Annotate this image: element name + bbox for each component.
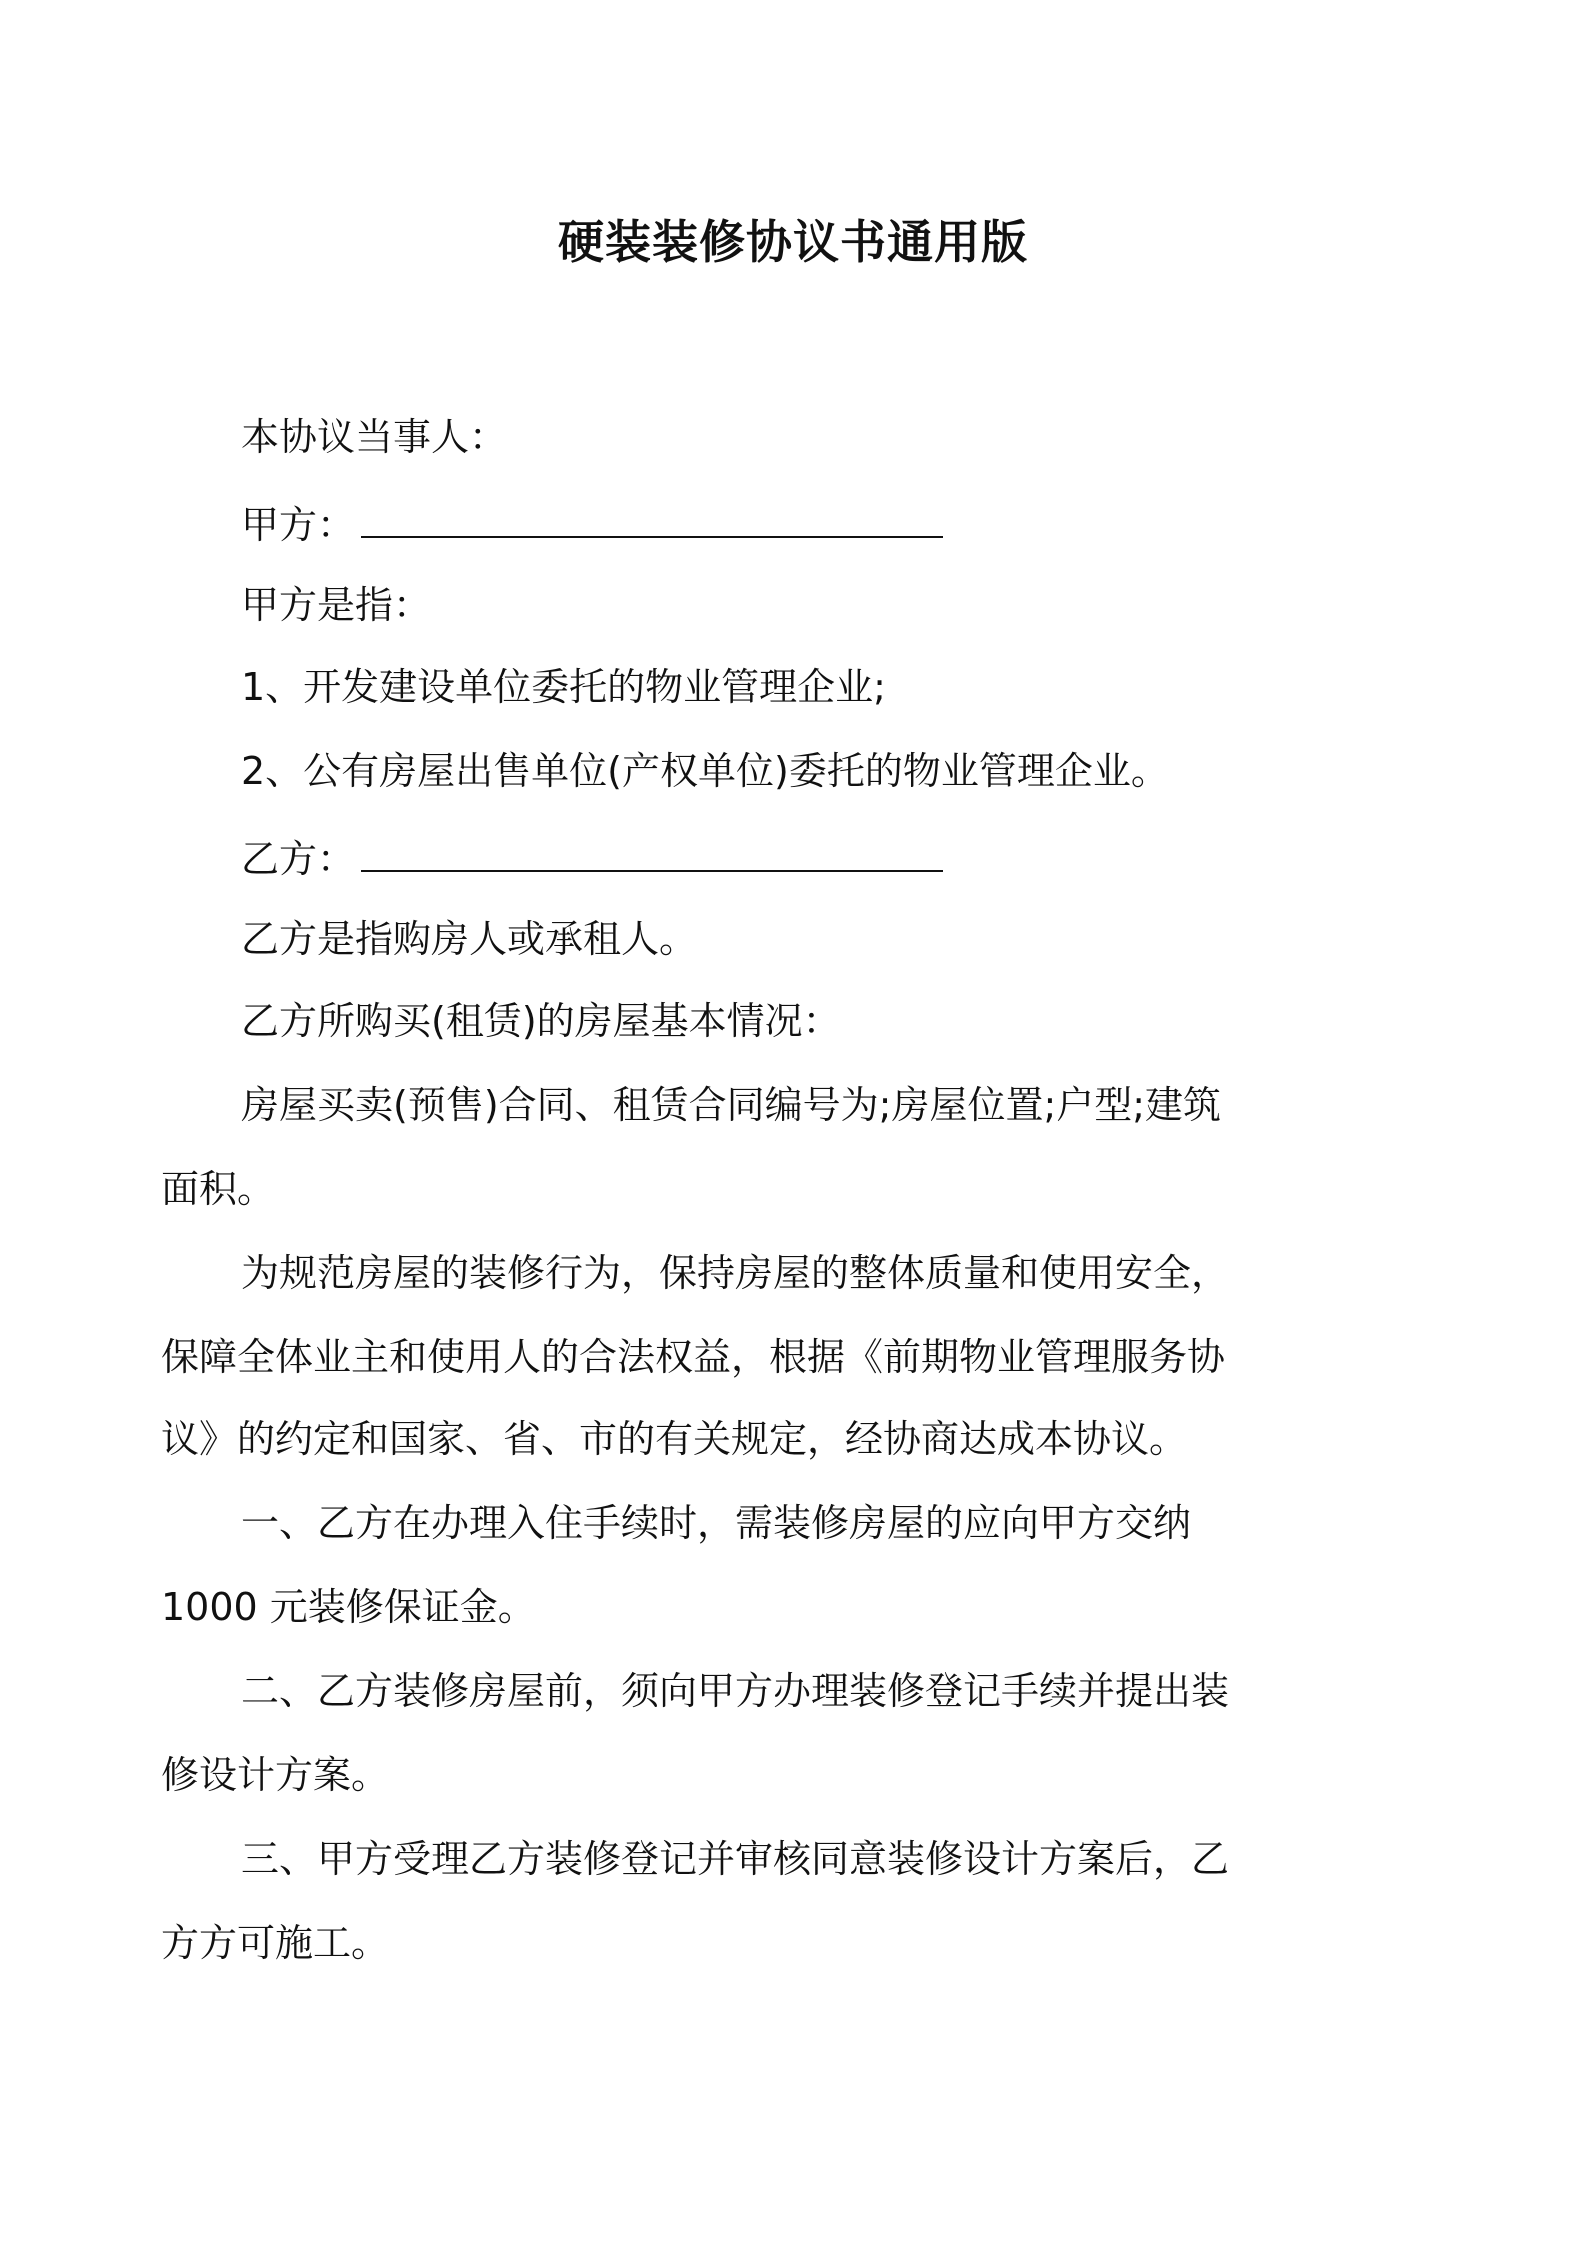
party-a-row [241, 484, 1351, 566]
party-a-blank-line [361, 506, 943, 538]
party-b-label: 乙方： [241, 837, 356, 881]
house-info-line-1: 房屋买卖(预售)合同、租赁合同编号为;房屋位置;户型;建筑 [241, 1083, 1222, 1127]
parties-heading: 本协议当事人： [241, 415, 508, 459]
clause-1-line-2: 1000 元装修保证金。 [161, 1585, 536, 1629]
house-heading: 乙方所购买(租赁)的房屋基本情况： [241, 999, 841, 1043]
house-info-line-2: 面积。 [161, 1167, 276, 1211]
clause-1-line-1: 一、乙方在办理入住手续时，需装修房屋的应向甲方交纳 [241, 1501, 1192, 1545]
clause-3-line-1: 三、甲方受理乙方装修登记并审核同意装修设计方案后，乙 [241, 1837, 1230, 1881]
clause-2-line-1: 二、乙方装修房屋前，须向甲方办理装修登记手续并提出装 [241, 1669, 1230, 1713]
party-a-label: 甲方： [241, 503, 356, 547]
party-a-item-2: 2、公有房屋出售单位(产权单位)委托的物业管理企业。 [241, 749, 1169, 793]
purpose-line-1: 为规范房屋的装修行为，保持房屋的整体质量和使用安全， [241, 1251, 1230, 1295]
purpose-line-3: 议》的约定和国家、省、市的有关规定，经协商达成本协议。 [161, 1417, 1188, 1461]
purpose-line-2: 保障全体业主和使用人的合法权益，根据《前期物业管理服务协 [161, 1335, 1226, 1379]
party-b-definition: 乙方是指购房人或承租人。 [241, 917, 698, 961]
clause-3-line-2: 方方可施工。 [161, 1921, 390, 1965]
clause-2-line-2: 修设计方案。 [161, 1753, 390, 1797]
party-a-item-1: 1、开发建设单位委托的物业管理企业; [241, 665, 886, 709]
party-a-definition: 甲方是指： [241, 583, 432, 627]
party-b-row [241, 818, 1351, 900]
document-title: 硬装装修协议书通用版 [558, 215, 1028, 269]
party-b-blank-line [361, 840, 943, 872]
